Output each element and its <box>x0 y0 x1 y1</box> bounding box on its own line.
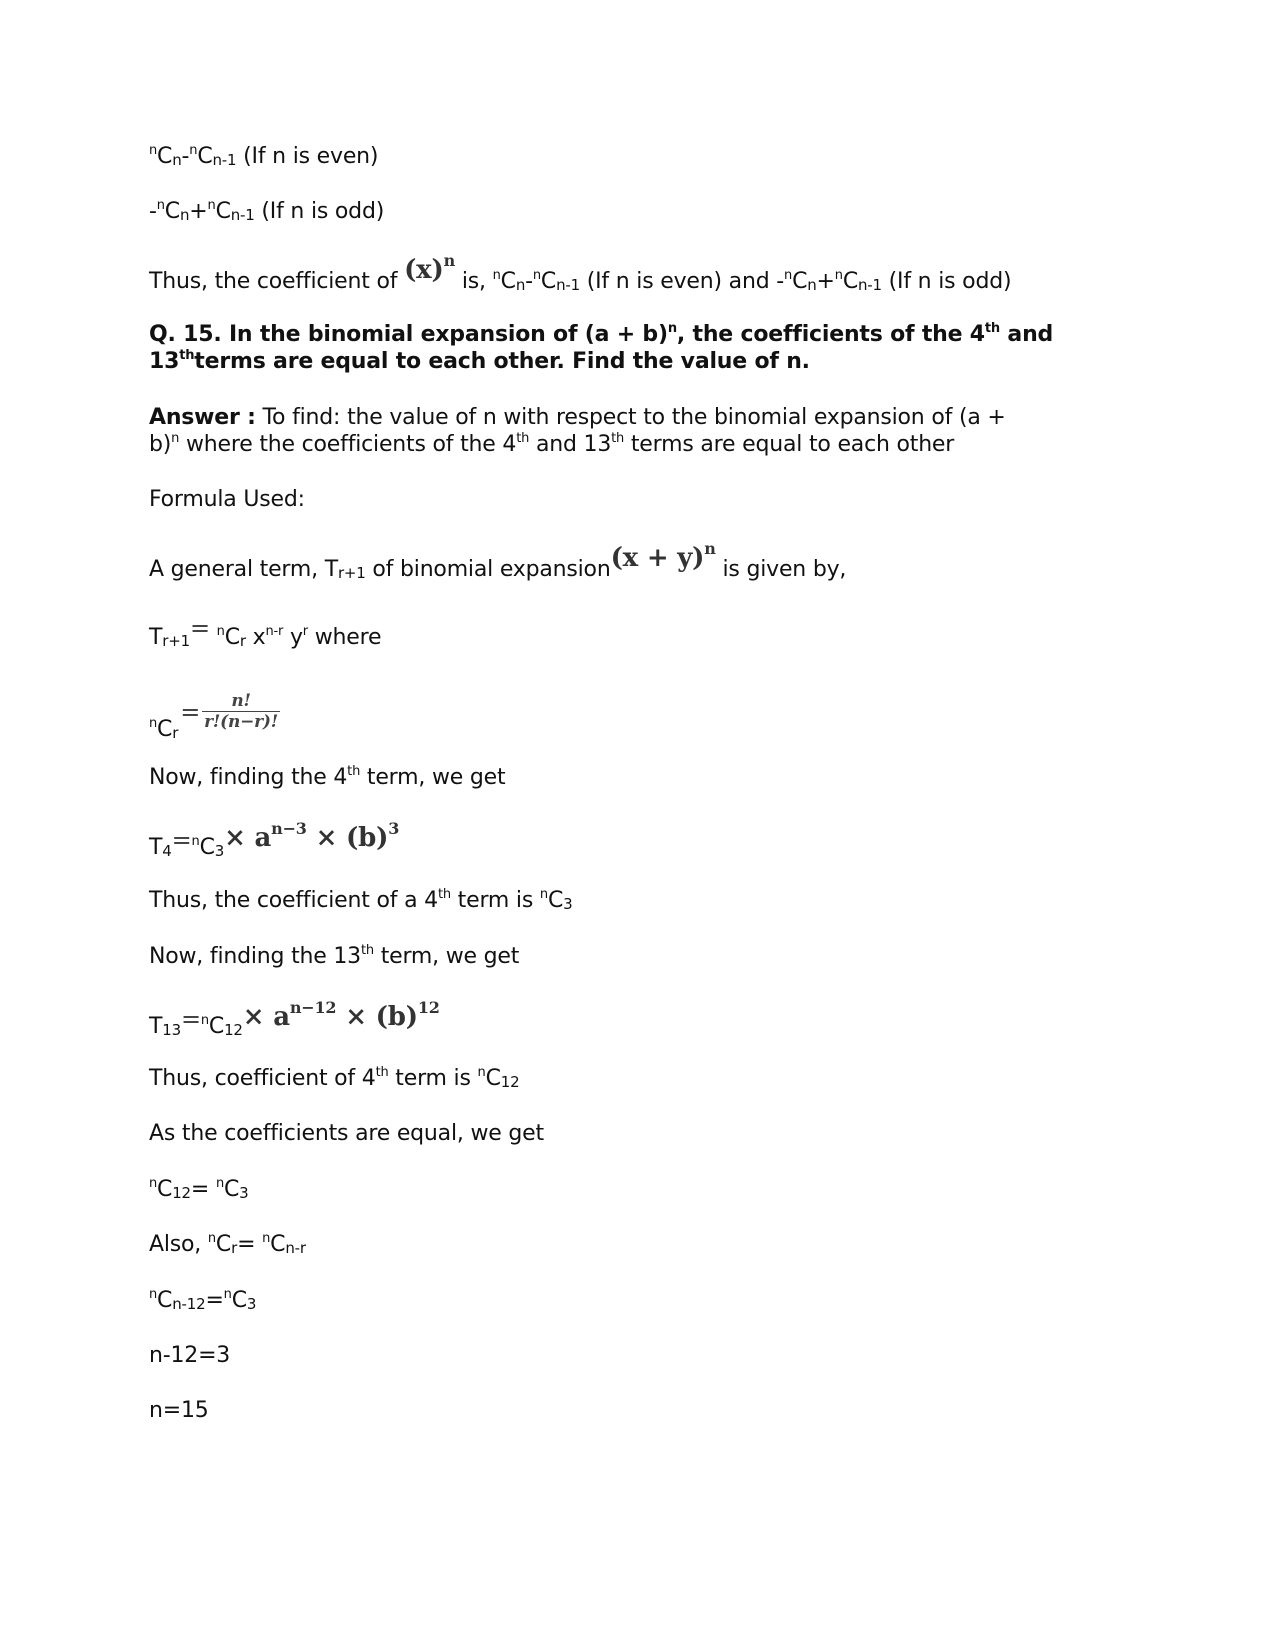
sub: n-1 <box>858 276 882 294</box>
sup: 12 <box>417 998 440 1017</box>
sup: n <box>539 887 548 902</box>
sub: r <box>231 1239 238 1257</box>
text: × a <box>224 823 272 853</box>
text: term, we get <box>360 765 506 790</box>
text: T <box>149 625 163 650</box>
text: C <box>547 888 564 913</box>
sup: n <box>667 321 677 336</box>
text: Now, finding the 13 <box>149 944 361 969</box>
sub: n <box>515 276 526 294</box>
sub: 4 <box>162 842 172 860</box>
text: T <box>149 1014 163 1039</box>
text: (If n is even) <box>236 144 379 169</box>
sup: th <box>516 431 530 446</box>
text: (If n is odd) <box>254 199 385 224</box>
text: (If n is odd) <box>881 269 1012 294</box>
text: × (b) <box>336 1002 418 1032</box>
sup: n <box>223 1287 232 1302</box>
text: term is <box>450 888 540 913</box>
text: C <box>231 1288 247 1313</box>
sub: 12 <box>224 1021 243 1039</box>
sup: th <box>375 1065 389 1080</box>
also-ncr-identity <box>149 1231 306 1259</box>
sup: n−3 <box>271 819 307 838</box>
text: C <box>208 1014 225 1039</box>
text: C <box>157 716 173 742</box>
sub: 12 <box>500 1073 520 1091</box>
text: C <box>157 1288 173 1313</box>
text: term is <box>388 1066 478 1091</box>
text: of binomial expansion <box>365 557 611 582</box>
text: T <box>149 835 163 860</box>
equals-sign: = <box>180 1005 201 1033</box>
sup: n-r <box>265 624 284 639</box>
sub: 3 <box>214 842 225 860</box>
text: Also, <box>149 1232 208 1257</box>
coefficients-equal: As the coefficients are equal, we get <box>149 1121 544 1146</box>
question-15-line-1 <box>149 321 1053 349</box>
ncr-formula-line <box>149 691 280 742</box>
text: C <box>500 269 516 294</box>
question-15-line-2 <box>149 348 810 376</box>
coefficient-13th-term <box>149 1065 519 1093</box>
sup: n <box>191 834 200 849</box>
text: terms are equal to each other <box>624 432 955 457</box>
text: - <box>525 269 533 294</box>
text: term, we get <box>373 944 520 969</box>
text: C <box>842 269 858 294</box>
text: C <box>157 144 173 169</box>
text: , the coefficients of the 4 <box>676 322 985 347</box>
math-a-b-power-12 <box>242 998 440 1032</box>
t4-formula-line <box>149 819 400 862</box>
sub: 12 <box>172 1184 191 1202</box>
text: x <box>245 625 266 650</box>
answer-line-1 <box>149 404 1006 432</box>
sub: n-1 <box>230 206 255 224</box>
sup: th <box>984 321 1000 336</box>
text: - <box>181 144 190 169</box>
math-a-b-power-3 <box>224 819 400 853</box>
sup: n <box>216 624 225 639</box>
line-coefficient-summary <box>149 251 1012 296</box>
equals-sign: = <box>180 697 201 726</box>
sub: r+1 <box>337 564 366 582</box>
sub: n <box>172 151 182 169</box>
sub: n <box>179 206 190 224</box>
line-ncn-minus-even <box>149 143 378 171</box>
text: A general term, T <box>149 557 338 582</box>
text: C <box>157 1177 173 1202</box>
text: is, <box>455 269 493 294</box>
sub: r <box>172 723 179 742</box>
sub: n-1 <box>212 151 237 169</box>
text: Thus, the coefficient of <box>149 269 405 294</box>
sub: n-12 <box>172 1295 206 1313</box>
sup: n <box>215 1176 224 1191</box>
line-ncn-plus-odd <box>149 198 384 226</box>
sup: n <box>834 268 843 283</box>
text: and <box>999 322 1054 347</box>
factorial-fraction <box>202 691 280 732</box>
text: C <box>540 269 557 294</box>
sub: n <box>807 276 817 294</box>
text: C <box>199 835 215 860</box>
text: is given by, <box>715 557 847 582</box>
text: y <box>283 625 303 650</box>
sub: n-r <box>285 1239 306 1257</box>
text: + <box>816 269 835 294</box>
sub: r <box>239 632 246 650</box>
text: + <box>189 199 208 224</box>
ncr-term <box>149 717 178 742</box>
text: C <box>792 269 808 294</box>
text: 13 <box>149 349 180 374</box>
text: C <box>270 1232 286 1257</box>
text: b) <box>149 432 172 457</box>
sup: n <box>171 431 180 446</box>
sup: n <box>189 143 198 158</box>
sup: n <box>443 251 456 270</box>
fraction-numerator: n! <box>202 691 280 712</box>
text: (x + y) <box>610 543 705 573</box>
sup: 3 <box>388 819 400 838</box>
text: where the coefficients of the 4 <box>179 432 517 457</box>
text: × a <box>242 1002 290 1032</box>
text: Thus, the coefficient of a 4 <box>149 888 438 913</box>
coefficient-4th-term <box>149 887 572 915</box>
sup: n <box>149 715 158 731</box>
sup: n <box>784 268 793 283</box>
text: C <box>215 1232 232 1257</box>
text: C <box>223 1177 240 1202</box>
math-x-power-n <box>404 251 456 285</box>
equation-n-minus-12: n-12=3 <box>149 1343 231 1368</box>
sup: n <box>477 1065 486 1080</box>
text: C <box>215 199 231 224</box>
sup: n <box>262 1231 271 1246</box>
text: × (b) <box>306 823 389 853</box>
text: Now, finding the 4 <box>149 765 348 790</box>
sub: 3 <box>246 1295 257 1313</box>
math-x-plus-y-power-n <box>610 539 716 573</box>
finding-4th-term <box>149 764 505 792</box>
sub: 3 <box>239 1184 249 1202</box>
text <box>210 625 217 650</box>
sub: 3 <box>563 895 573 913</box>
sup: th <box>179 348 195 363</box>
equals-sign: = <box>171 826 192 854</box>
text: (x) <box>404 255 444 285</box>
sup: th <box>347 764 361 779</box>
formula-used: Formula Used: <box>149 487 305 512</box>
text: where <box>307 625 382 650</box>
tr-formula-line <box>149 614 382 652</box>
sup: n <box>207 1231 216 1246</box>
sup: th <box>437 887 451 902</box>
sup: th <box>360 943 374 958</box>
fraction-denominator: r!(n−r)! <box>204 712 279 732</box>
sup: n−12 <box>289 998 337 1017</box>
finding-13th-term <box>149 943 519 971</box>
text: C <box>224 625 240 650</box>
sup: n <box>704 539 716 558</box>
text: = <box>205 1288 224 1313</box>
text: Q. 15. In the binomial expansion of (a + b) <box>149 322 668 347</box>
sup: n <box>156 198 165 213</box>
sup: n <box>149 143 158 158</box>
sup: r <box>302 624 308 639</box>
text: C <box>164 199 180 224</box>
text: C <box>485 1066 501 1091</box>
text: C <box>197 144 213 169</box>
text: To find: the value of n with respect to the binomial expansion of (a + <box>255 405 1006 430</box>
text: Thus, coefficient of 4 <box>149 1066 376 1091</box>
sub: 13 <box>162 1021 181 1039</box>
answer-label: Answer : <box>149 405 256 430</box>
general-term-line <box>149 539 847 584</box>
text: - <box>149 199 157 224</box>
sub: r+1 <box>162 632 190 650</box>
sup: n <box>492 268 501 283</box>
sup: n <box>532 268 541 283</box>
text: = <box>190 1177 216 1202</box>
text: (If n is even) and - <box>579 269 785 294</box>
sup: n <box>200 1013 209 1028</box>
equation-ncn12-nc3 <box>149 1287 256 1315</box>
equals-sign: = <box>189 614 210 642</box>
sup: n <box>207 198 216 213</box>
t13-formula-line <box>149 998 440 1041</box>
sup: n <box>149 1287 158 1302</box>
text: and 13 <box>529 432 612 457</box>
equation-n-equals-15: n=15 <box>149 1398 209 1423</box>
text: = <box>237 1232 263 1257</box>
equation-nc12-nc3 <box>149 1176 249 1204</box>
sup: th <box>611 431 625 446</box>
answer-line-2 <box>149 431 954 459</box>
sup: n <box>149 1176 158 1191</box>
text: terms are equal to each other. Find the value of n. <box>194 349 810 374</box>
sub: n-1 <box>556 276 580 294</box>
